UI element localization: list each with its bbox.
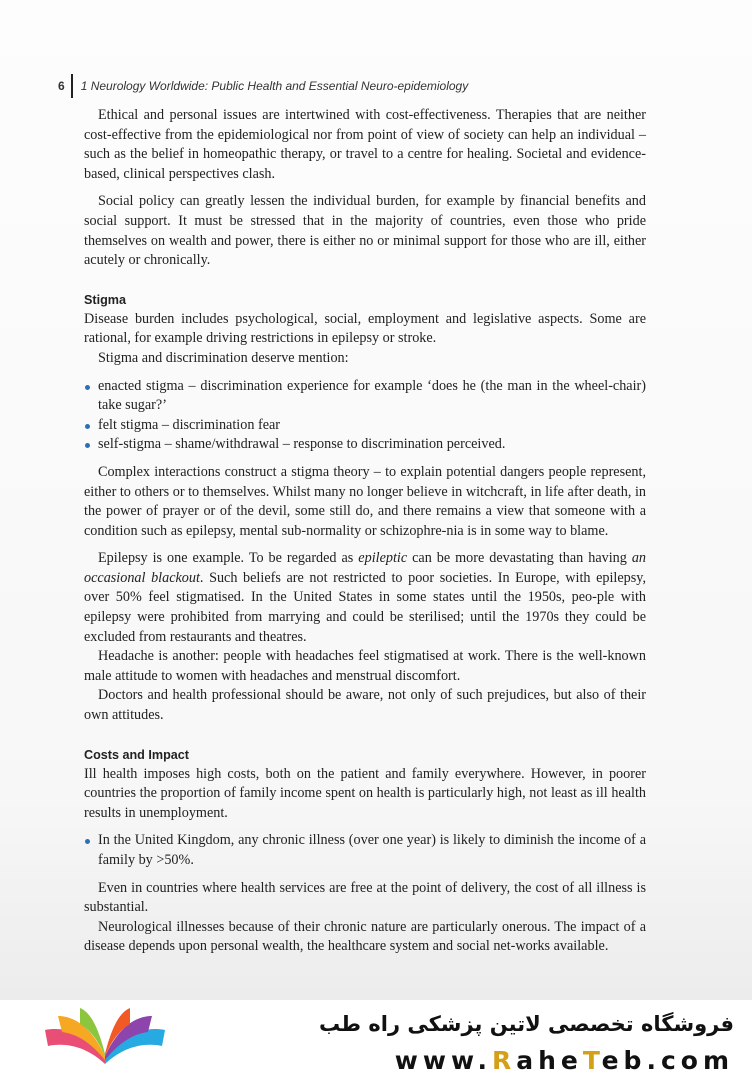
paragraph: Neurological illnesses because of their chronic nature are particularly onerous. The impact of a disease depends upon personal wealth, the healthcare system and social net-works available. (84, 918, 646, 955)
list-item: self-stigma – shame/withdrawal – response to discrimination perceived. (84, 435, 646, 455)
store-url[interactable] (395, 1046, 734, 1075)
text-run: can be more devastating than having (407, 550, 632, 567)
paragraph: Even in countries where health services are free at the point of delivery, the cost of all illness is substantial. (84, 879, 646, 916)
store-name-persian: فروشگاه تخصصی لاتین پزشکی راه طب (319, 1012, 734, 1036)
list-item: felt stigma – discrimination fear (84, 416, 646, 436)
body-text (84, 106, 646, 957)
url-part: ahe (516, 1046, 583, 1075)
section-heading-stigma: Stigma (84, 292, 126, 307)
paragraph: Complex interactions construct a stigma theory – to explain potential dangers people represent, either to others or to themselves. Whilst many no longer believe in witchcraft, in life after death, in the power of prayer or of the devil, some still do, and there remains a view that someone with a condition such as epilepsy, mental sub-normality or schizophre-nia is in some way to blame. (84, 463, 646, 539)
text-run: Epilepsy is one example. To be regarded as (98, 550, 359, 567)
costs-bullet-list (84, 831, 646, 870)
running-title: 1 Neurology Worldwide: Public Health and Essential Neuro-epidemiology (80, 79, 469, 93)
watermark-footer (0, 1000, 752, 1079)
url-part: www. (394, 1046, 492, 1075)
paragraph: Doctors and health professional should be aware, not only of such prejudices, but also of their own attitudes. (84, 687, 646, 724)
list-item: enacted stigma – discrimination experience for example ‘does he (the man in the wheel-chair) take sugar?’ (84, 377, 646, 416)
paragraph: Disease burden includes psychological, social, employment and legislative aspects. Some are rational, for example driving restrictions in epilepsy or stroke. (84, 310, 646, 347)
section-heading-costs: Costs and Impact (84, 747, 189, 762)
text-run: . Such beliefs are not restricted to poor societies. In Europe, with epilepsy, over 50% feel stigmatised. In the United States in some states until the 1950s, peo-ple with epilepsy were prohibited from marrying and could be sterilised; until the 1970s they could be excluded from restaurants and theatres. (84, 569, 646, 645)
url-part: .com (646, 1046, 734, 1075)
url-part: R (491, 1046, 517, 1075)
italic-run: epileptic (358, 550, 408, 567)
paragraph: Ethical and personal issues are intertwined with cost-effectiveness. Therapies that are neither cost-effective from the epidemiological nor from point of view of society can help an individual – such as the belief in homeopathic therapy, or travel to a centre for healing. Societal and evidence-based, clinical perspectives clash. (84, 107, 646, 182)
italic-run: an occasional blackout (84, 550, 647, 586)
running-head (58, 75, 468, 97)
stigma-bullet-list (84, 377, 646, 455)
list-item: In the United Kingdom, any chronic illness (over one year) is likely to diminish the income of a family by >50%. (84, 831, 646, 870)
paragraph: Social policy can greatly lessen the individual burden, for example by financial benefits and social support. It must be stressed that in the majority of countries, even those who pride themselves on wealth and power, there is either no or minimal support for those who are ill, either acutely or chronically. (84, 193, 646, 269)
header-divider (71, 74, 73, 98)
paragraph: Ill health imposes high costs, both on the patient and family everywhere. However, in poorer countries the proportion of family income spent on health is particularly high, not least as ill health results in unemployment. (84, 765, 646, 821)
open-book-logo-icon (40, 1006, 170, 1068)
paragraph: Headache is another: people with headaches feel stigmatised at work. There is the well-known male attitude to women with headaches and menstrual discomfort. (84, 648, 646, 684)
paragraph-epilepsy (84, 549, 646, 647)
paragraph: Stigma and discrimination deserve mention: (98, 349, 349, 366)
page-number: 6 (58, 79, 65, 93)
url-part: T (582, 1046, 602, 1075)
url-part: eb (601, 1046, 647, 1075)
